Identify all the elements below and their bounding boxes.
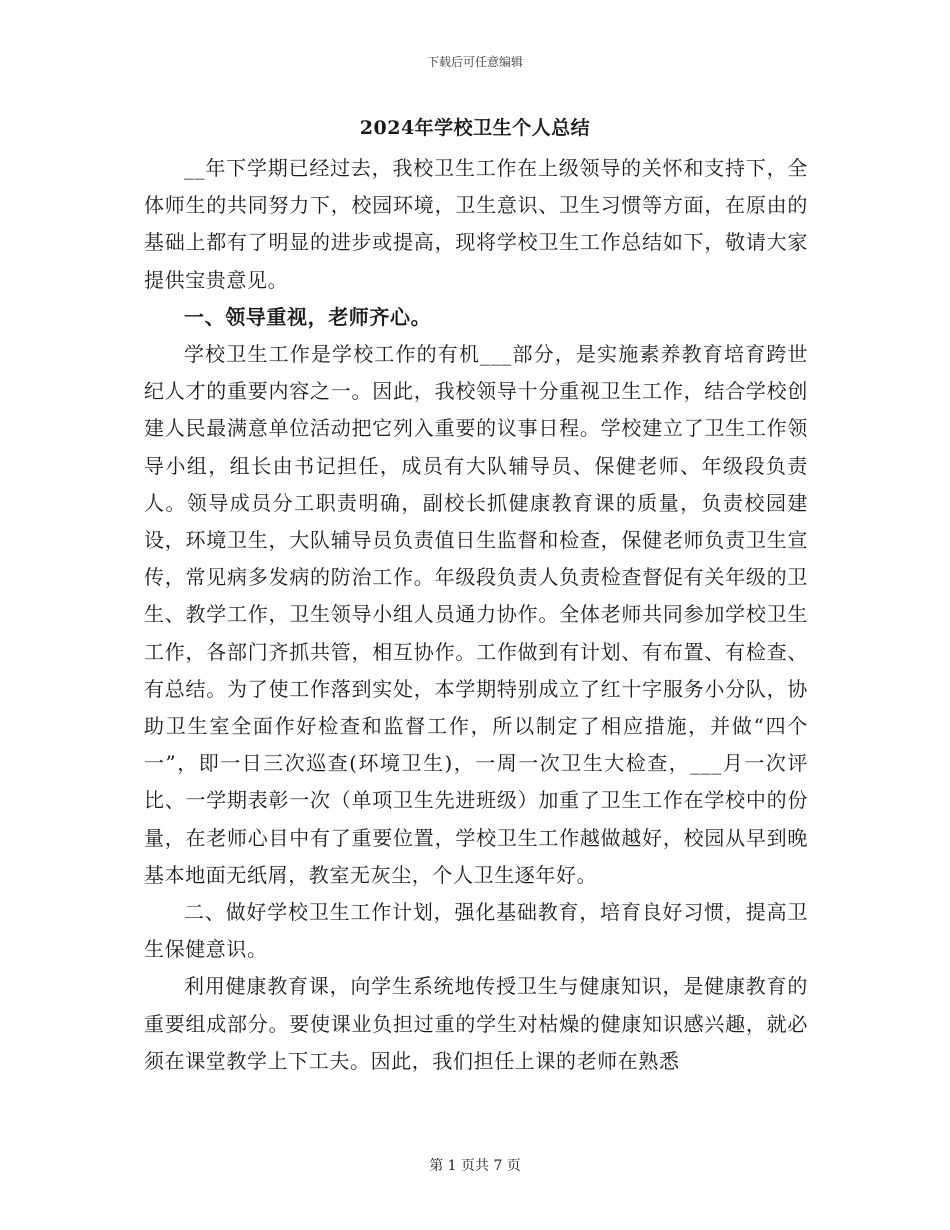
page-header-note: 下载后可任意编辑 (426, 55, 523, 69)
document-body (144, 150, 808, 1080)
page-number: 第 1 页共 7 页 (429, 1158, 521, 1174)
paragraph-section-1: 学校卫生工作是学校工作的有机___部分，是实施素养教育培育跨世纪人才的重要内容之一。因此，我校领导十分重视卫生工作，结合学校创建人民最满意单位活动把它列入重要的议事日程。学校建立了卫生工作领导小组，组长由书记担任，成员有大队辅导员、保健老师、年级段负责人。领导成员分工职责明确，副校长抓健康教育课的质量，负责校园建设，环境卫生，大队辅导员负责值日生监督和检查，保健老师负责卫生宣传，常见病多发病的防治工作。年级段负责人负责检查督促有关年级的卫生、教学工作，卫生领导小组人员通力协作。全体老师共同参加学校卫生工作，各部门齐抓共管，相互协作。工作做到有计划、有布置、有检查、有总结。为了使工作落到实处，本学期特别成立了红十字服务小分队，协助卫生室全面作好检查和监督工作，所以制定了相应措施，并做“四个一”，即一日三次巡查(环境卫生)，一周一次卫生大检查，___月一次评比、一学期表彰一次（单项卫生先进班级）加重了卫生工作在学校中的份量，在老师心目中有了重要位置，学校卫生工作越做越好，校园从早到晚基本地面无纸屑，教室无灰尘，个人卫生逐年好。 (144, 342, 808, 887)
paragraph-section-2: 利用健康教育课，向学生系统地传授卫生与健康知识，是健康教育的重要组成部分。要使课业负担过重的学生对枯燥的健康知识感兴趣，就必须在课堂教学上下工夫。因此，我们担任上课的老师在熟悉 (144, 974, 808, 1073)
section-heading-1: 一、领导重视，老师齐心。 (184, 304, 432, 329)
section-heading-2: 二、做好学校卫生工作计划，强化基础教育，培育良好习惯，提高卫生保健意识。 (144, 900, 808, 962)
document-title: 2024年学校卫生个人总结 (359, 117, 591, 139)
paragraph-intro: __年下学期已经过去，我校卫生工作在上级领导的关怀和支持下，全体师生的共同努力下，校园环境，卫生意识、卫生习惯等方面，在原由的基础上都有了明显的进步或提高，现将学校卫生工作总结如下，敬请大家提供宝贵意见。 (144, 156, 808, 292)
